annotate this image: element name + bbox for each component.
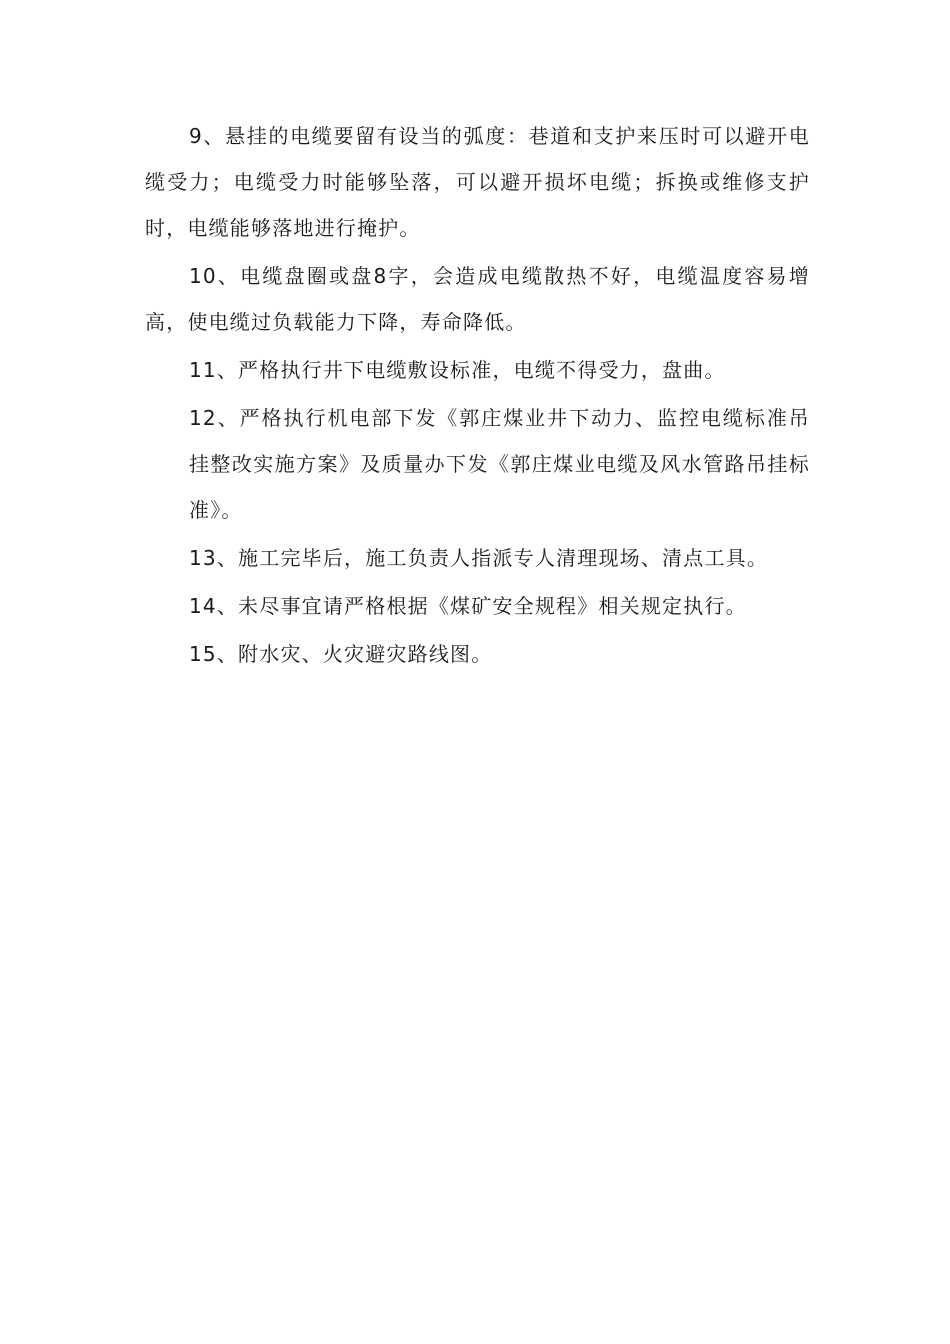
paragraph-item-14: 14、未尽事宜请严格根据《煤矿安全规程》相关规定执行。 <box>189 594 747 618</box>
paragraph-item-15: 15、附水灾、火灾避灾路线图。 <box>189 642 493 666</box>
document-body <box>145 113 810 677</box>
paragraph-item-9: 9、悬挂的电缆要留有设当的弧度：巷道和支护来压时可以避开电缆受力；电缆受力时能够坠落，可以避开损坏电缆；拆换或维修支护时，电缆能够落地进行掩护。 <box>145 124 810 240</box>
paragraph-item-11: 11、严格执行井下电缆敷设标准，电缆不得受力，盘曲。 <box>189 358 726 382</box>
paragraph-item-13: 13、施工完毕后，施工负责人指派专人清理现场、清点工具。 <box>189 546 769 570</box>
paragraph-item-10: 10、电缆盘圈或盘8字，会造成电缆散热不好，电缆温度容易增高，使电缆过负载能力下降，寿命降低。 <box>145 264 810 334</box>
paragraph-item-12: 12、严格执行机电部下发《郭庄煤业井下动力、监控电缆标准吊挂整改实施方案》及质量办下发《郭庄煤业电缆及风水管路吊挂标准》。 <box>189 406 810 522</box>
